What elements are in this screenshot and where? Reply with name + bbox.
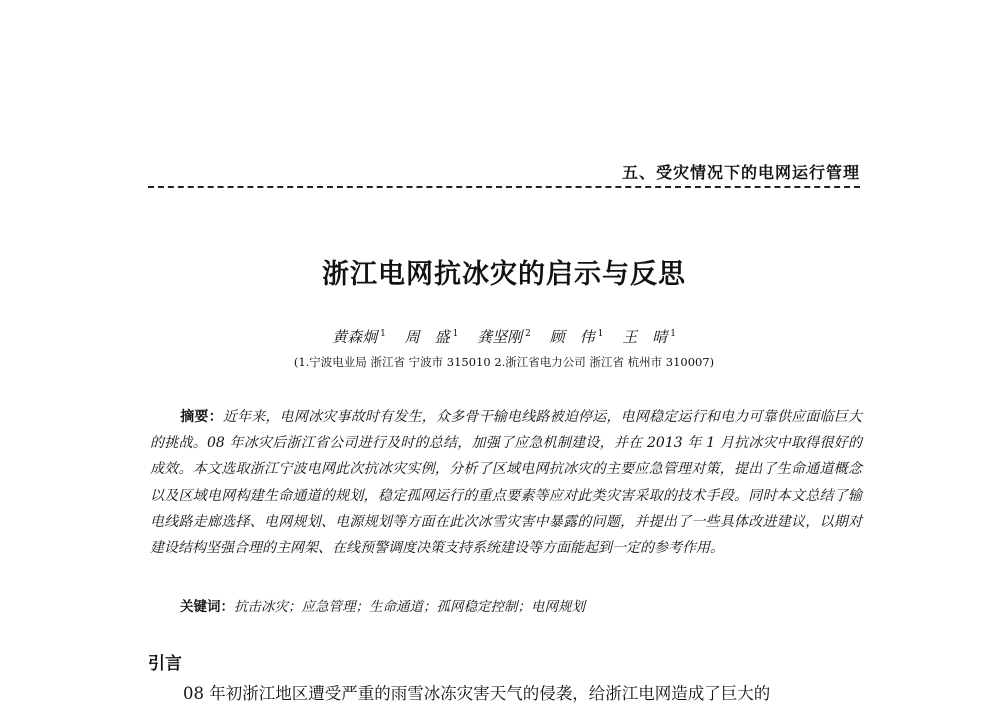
author-affiliation-mark: 1 [380, 329, 386, 339]
author-affiliation-mark: 1 [452, 329, 459, 339]
author-affiliation-mark: 1 [597, 329, 604, 339]
author-name: 王 晴 [622, 328, 668, 346]
keywords-label: 关键词： [180, 599, 234, 615]
author-name: 周 盛 [404, 328, 450, 346]
author-name: 龚坚刚 [477, 328, 523, 346]
header-rule [148, 186, 860, 188]
author-affiliation-mark: 2 [525, 329, 531, 339]
affiliation-line: (1.宁波电业局 浙江省 宁波市 315010 2.浙江省电力公司 浙江省 杭州市 310007) [293, 355, 715, 369]
running-head: 五、受灾情况下的电网运行管理 [621, 163, 860, 182]
author [550, 326, 604, 347]
author-list [148, 326, 860, 347]
abstract-label: 摘要： [180, 409, 223, 425]
paper-title: 浙江电网抗冰灾的启示与反思 [322, 259, 686, 290]
author [332, 326, 386, 347]
author [622, 326, 676, 347]
keywords-text: 抗击冰灾；应急管理；生命通道；孤网稳定控制；电网规划 [234, 599, 585, 615]
author [405, 326, 459, 347]
abstract-text: 近年来，电网冰灾事故时有发生，众多骨干输电线路被迫停运，电网稳定运行和电力可靠供应面临巨大的挑战。08 年冰灾后浙江省公司进行及时的总结，加强了应急机制建设，并在 2013 年 1 月抗冰灾中取得很好的成效。本文选取浙江宁波电网此次抗冰灾实例，分析了区域电网抗冰灾的主要应急管理对策，提出了生命通道概念以及区域电网构建生命通道的规划，稳定孤网运行的重点要素等应对此类灾害采取的技术手段。同时本文总结了输电线路走廊选择、电网规划、电源规划等方面在此次冰雪灾害中暴露的问题，并提出了一些具体改进建议，以期对建设结构坚强合理的主网架、在线预警调度决策支持系统建设等方面能起到一定的参考作用。 [150, 409, 863, 557]
author-name: 黄森炯 [332, 328, 378, 346]
keywords [180, 595, 860, 615]
abstract [150, 404, 862, 561]
author [477, 326, 531, 347]
author-affiliation-mark: 1 [670, 329, 676, 339]
author-name: 顾 伟 [549, 328, 595, 346]
intro-paragraph: 08 年初浙江地区遭受严重的雨雪冰冻灾害天气的侵袭，给浙江电网造成了巨大的 [183, 684, 771, 703]
section-heading: 引言 [148, 654, 182, 674]
